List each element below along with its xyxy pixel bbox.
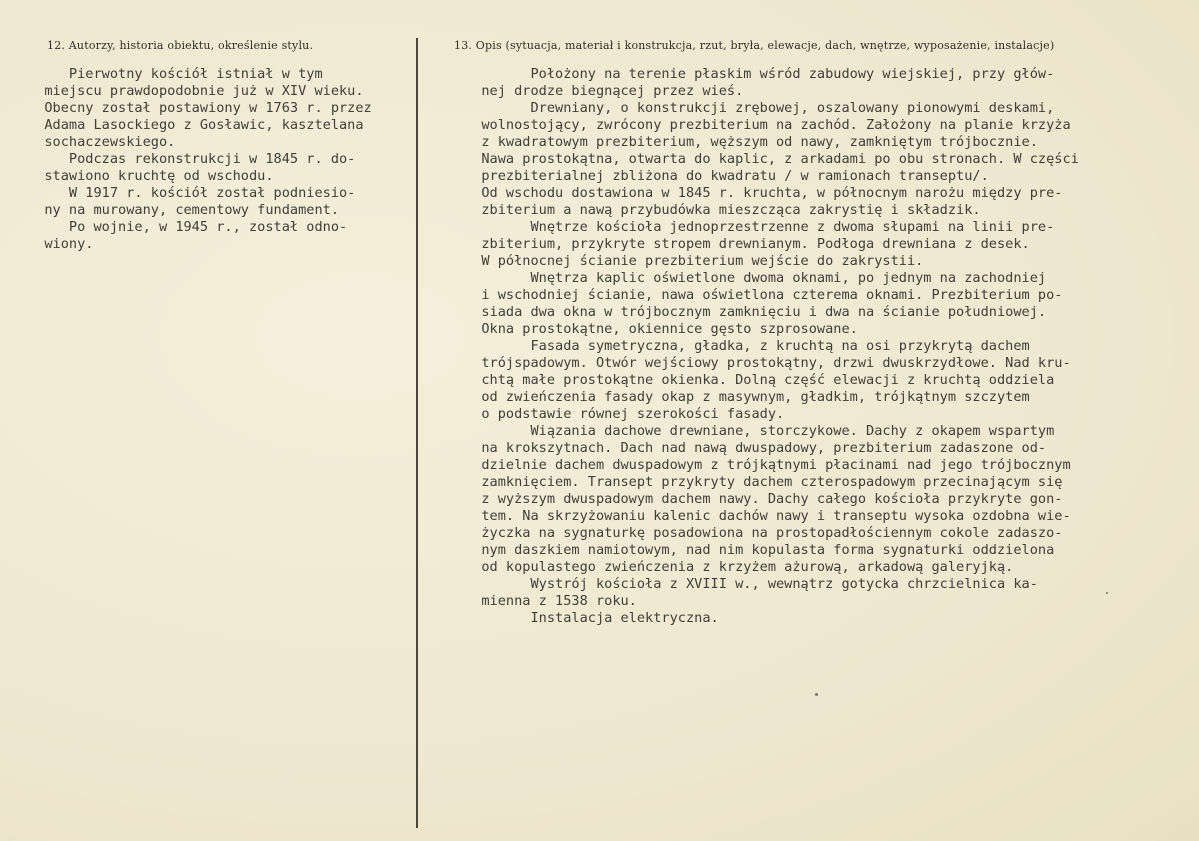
text-line: stawiono kruchtę od wschodu. — [28, 168, 274, 184]
section-13-heading: 13. Opis (sytuacja, materiał i konstrukcja, rzut, bryła, elewacje, dach, wnętrze, wyposażenie, instalacje) — [454, 39, 1055, 52]
text-line: Fasada symetryczna, gładka, z kruchtą na osi przykrytą dachem — [465, 338, 1030, 354]
text-line: Adama Lasockiego z Gosławic, kasztelana — [28, 117, 364, 133]
text-line: Drewniany, o konstrukcji zrębowej, oszalowany pionowymi deskami, — [465, 100, 1055, 116]
text-line: Wiązania dachowe drewniane, storczykowe. Dachy z okapem wspartym — [465, 423, 1055, 439]
text-line: trójspadowym. Otwór wejściowy prostokątny, drzwi dwuskrzydłowe. Nad kru- — [465, 355, 1071, 371]
paper-speck — [1106, 592, 1108, 594]
text-line: Położony na terenie płaskim wśród zabudowy wiejskiej, przy głów- — [465, 66, 1055, 82]
text-line: ny na murowany, cementowy fundament. — [28, 202, 339, 218]
text-line: mienna z 1538 roku. — [465, 593, 637, 609]
text-line: na krokszytnach. Dach nad nawą dwuspadowy, prezbiterium zadaszone od- — [465, 440, 1047, 456]
text-line: i wschodniej ścianie, nawa oświetlona czterema oknami. Prezbiterium po- — [465, 287, 1063, 303]
text-line: W 1917 r. kościół został podniesio- — [28, 185, 356, 201]
text-line: Pierwotny kościół istniał w tym — [28, 66, 323, 82]
text-line: Wnętrze kościoła jednoprzestrzenne z dwoma słupami na linii pre- — [465, 219, 1055, 235]
text-line: życzka na sygnaturkę posadowiona na prostopadłościennym cokole zadaszo- — [465, 525, 1063, 541]
text-line: zbiterium a nawą przybudówka mieszcząca zakrystię i składzik. — [465, 202, 981, 218]
section-12-heading: 12. Autorzy, historia obiektu, określenie stylu. — [47, 39, 314, 52]
text-line: chtą małe prostokątne okienka. Dolną część elewacji z kruchtą oddziela — [465, 372, 1055, 388]
text-line: sochaczewskiego. — [28, 134, 176, 150]
text-line: tem. Na skrzyżowaniu kalenic dachów nawy i transeptu wysoka ozdobna wie- — [465, 508, 1071, 524]
text-line: Nawa prostokątna, otwarta do kaplic, z arkadami po obu stronach. W części — [465, 151, 1079, 167]
section-12-typed-text — [28, 66, 372, 253]
paper-speck — [815, 693, 818, 696]
text-line: siada dwa okna w trójbocznym zamknięciu i dwa na ścianie południowej. — [465, 304, 1047, 320]
text-line: Obecny został postawiony w 1763 r. przez — [28, 100, 372, 116]
text-line: od zwieńczenia fasady okap z masywnym, gładkim, trójkątnym szczytem — [465, 389, 1030, 405]
text-line: wolnostojący, zwrócony prezbiterium na zachód. Założony na planie krzyża — [465, 117, 1071, 133]
text-line: z kwadratowym prezbiterium, węższym od nawy, zamkniętym trójbocznie. — [465, 134, 1038, 150]
column-divider — [416, 38, 418, 828]
text-line: Instalacja elektryczna. — [465, 610, 719, 626]
text-line: Od wschodu dostawiona w 1845 r. kruchta, w północnym narożu między pre- — [465, 185, 1063, 201]
text-line: z wyższym dwuspadowym dachem nawy. Dachy całego kościoła przykryte gon- — [465, 491, 1063, 507]
section-13-typed-text — [465, 66, 1079, 627]
text-line: prezbiterialnej zbliżona do kwadratu / w ramionach transeptu/. — [465, 168, 989, 184]
text-line: miejscu prawdopodobnie już w XIV wieku. — [28, 83, 364, 99]
text-line: Wnętrza kaplic oświetlone dwoma oknami, po jednym na zachodniej — [465, 270, 1047, 286]
text-line: wiony. — [28, 236, 94, 252]
text-line: Podczas rekonstrukcji w 1845 r. do- — [28, 151, 356, 167]
text-line: Okna prostokątne, okiennice gęsto szprosowane. — [465, 321, 858, 337]
text-line: nym daszkiem namiotowym, nad nim kopulasta forma sygnaturki oddzielona — [465, 542, 1055, 558]
text-line: W północnej ścianie prezbiterium wejście do zakrystii. — [465, 253, 924, 269]
text-line: od kopulastego zwieńczenia z krzyżem ażurową, arkadową galeryjką. — [465, 559, 1014, 575]
text-line: dzielnie dachem dwuspadowym z trójkątnymi płacinami nad jego trójbocznym — [465, 457, 1071, 473]
text-line: Wystrój kościoła z XVIII w., wewnątrz gotycka chrzcielnica ka- — [465, 576, 1038, 592]
text-line: Po wojnie, w 1945 r., został odno- — [28, 219, 348, 235]
text-line: zamknięciem. Transept przykryty dachem czterospadowym przecinającym się — [465, 474, 1063, 490]
text-line: o podstawie równej szerokości fasady. — [465, 406, 785, 422]
text-line: zbiterium, przykryte stropem drewnianym. Podłoga drewniana z desek. — [465, 236, 1030, 252]
text-line: nej drodze biegnącej przez wieś. — [465, 83, 744, 99]
